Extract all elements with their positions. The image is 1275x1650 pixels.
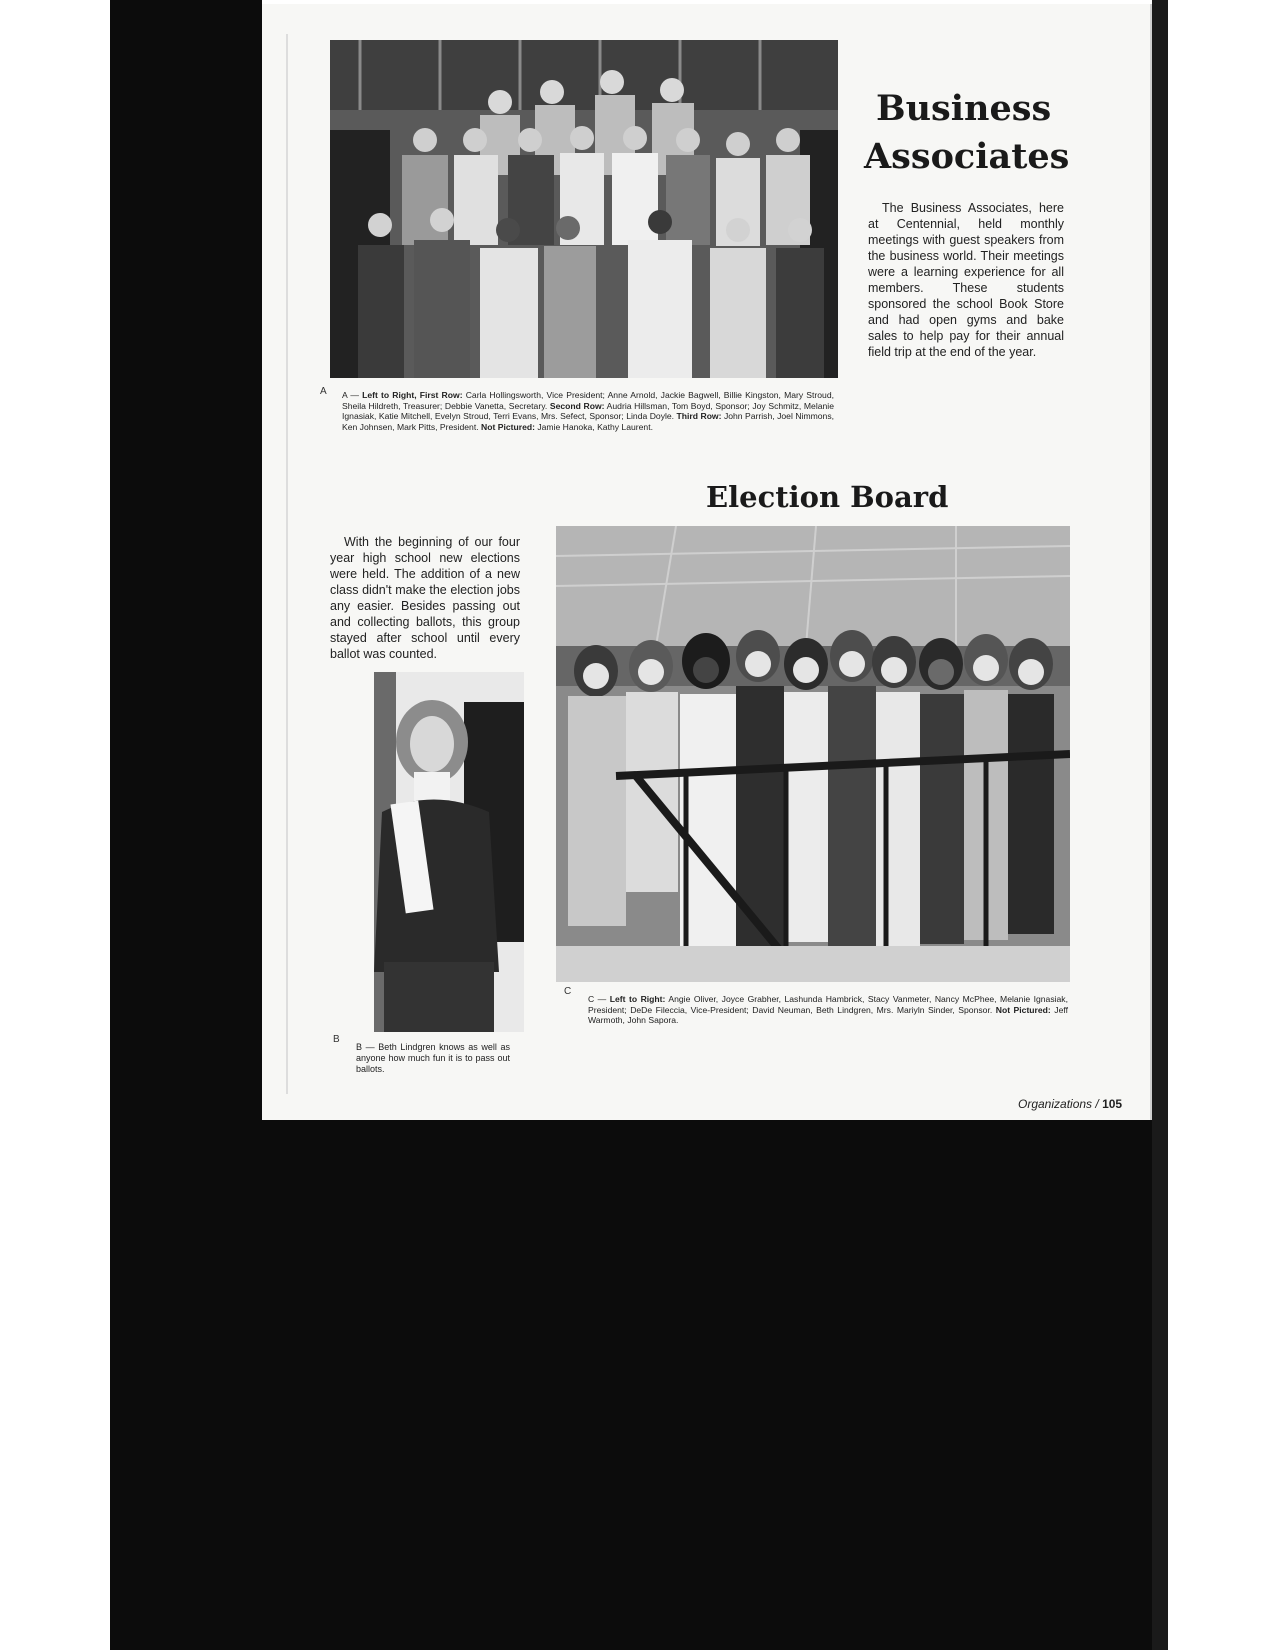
folio-page-number: 105 [1102,1097,1123,1111]
caption-a-row1-label: Left to Right, First Row: [362,390,463,400]
photo-a-letter: A [320,386,327,397]
caption-a-row2-label: Second Row: [549,400,605,411]
caption-b-text: Beth Lindgren knows as well as anyone how much fun it is to pass out ballots. [356,1042,510,1074]
photo-a-caption [342,390,834,432]
caption-a-row3-text: John Parrish, Joel Nimmons, Ken Johnsen, Mark Pitts, President. [342,411,835,432]
beth-lindgren-photo [374,672,524,1032]
binding-edge-mark [286,34,288,1094]
business-associates-body: The Business Associates, here at Centennial, held monthly meetings with guest speakers from the business world. Their meetings were a learning experience for all members. These students sponsored the school Book Store and had open gyms and bake sales to help pay for their annual field trip at the end of the year. [868,201,1064,359]
business-associates-title-line2: Associates [864,136,1070,177]
caption-c-not-pictured-text: Jeff Warmoth, John Sapora. [588,1004,1068,1025]
photo-b-caption [356,1042,510,1075]
election-board-group-photo [556,526,1070,982]
photo-b-letter: B [333,1034,340,1045]
caption-b-prefix: B — [356,1042,375,1052]
photo-c-caption [588,994,1068,1026]
caption-c-not-pictured-label: Not Pictured: [995,1004,1051,1015]
caption-c-text: Angie Oliver, Joyce Grabher, Lashunda Hambrick, Stacy Vanmeter, Nancy McPhee, Melanie Ignasiak, President; DeDe Fileccia, Vice-President; David Neuman, Beth Lindgren, Mrs. Mariyln Sinder, Sponsor. [588,994,1068,1015]
caption-c-label: Left to Right: [609,994,666,1004]
scan-background-bottom [110,1120,1168,1650]
business-associates-group-photo [330,40,838,378]
election-board-title: Election Board [706,480,949,514]
caption-a-not-pictured-label: Not Pictured: [481,421,535,432]
election-board-body: With the beginning of our four year high school new elections were held. The addition of a new class didn't make the election jobs any easier. Besides passing out and collecting ballots, this group stayed after school until every ballot was counted. [330,535,520,661]
caption-c-prefix: C — [588,994,607,1004]
scan-background-right-edge [1152,0,1168,1650]
yearbook-page [262,4,1152,1120]
caption-a-row3-label: Third Row: [676,411,722,421]
folio-separator: / [1095,1097,1099,1111]
folio-section: Organizations [1018,1097,1093,1111]
business-associates-title-line1: Business [876,88,1052,129]
photo-c-letter: C [564,986,572,997]
caption-a-not-pictured-text: Jamie Hanoka, Kathy Laurent. [537,421,653,432]
caption-a-row1-text: Carla Hollingsworth, Vice President; Anne Arnold, Jackie Bagwell, Billie Kingston, Mary Stroud, Sheila Hildreth, Treasurer; Debbie Vanetta, Secretary. [342,390,835,411]
caption-a-prefix: A — [342,390,359,400]
page-folio [1018,1097,1122,1111]
caption-a-row2-text: Audria Hillsman, Tom Boyd, Sponsor; Joy Schmitz, Melanie Ignasiak, Katie Mitchell, Evelyn Stroud, Terri Evans, Mrs. Sefect, Sponsor; Linda Doyle. [342,400,834,421]
